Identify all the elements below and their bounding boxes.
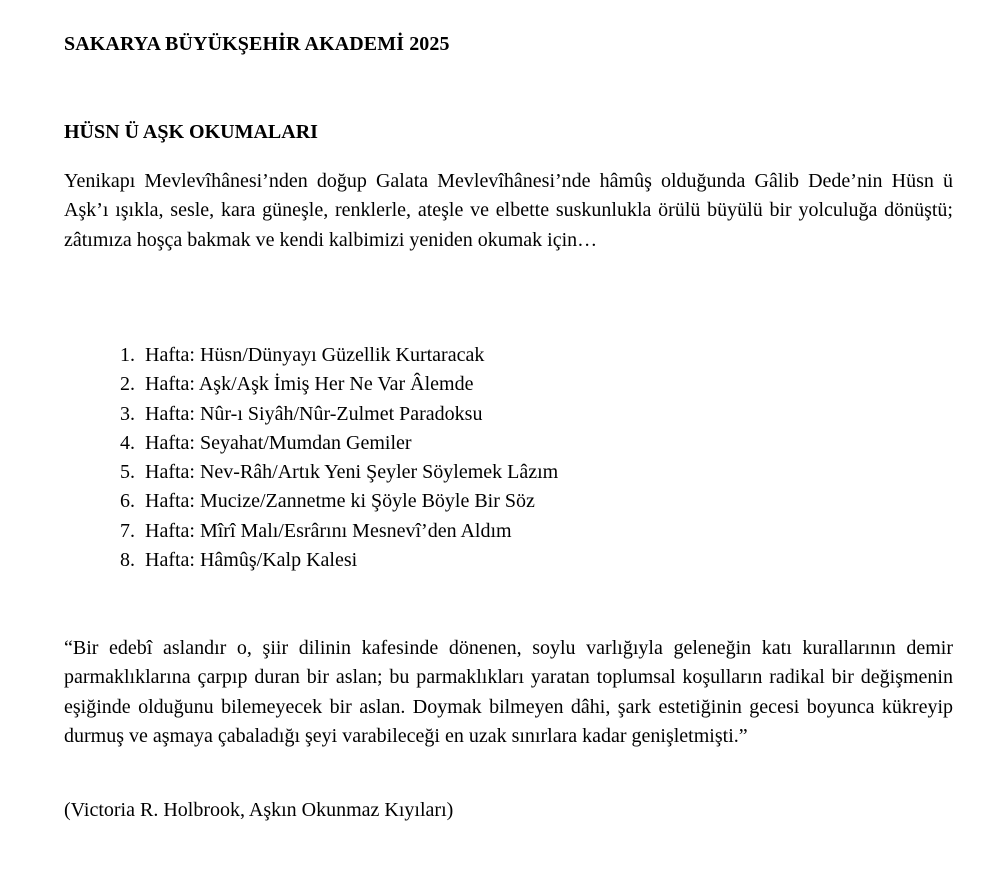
list-item (64, 546, 558, 575)
list-item (64, 429, 558, 458)
weekly-program-list (64, 341, 558, 575)
list-item-number: 6. (120, 490, 135, 513)
section-heading: HÜSN Ü AŞK OKUMALARI (64, 121, 318, 143)
list-item-number: 4. (120, 431, 135, 454)
list-item-number: 5. (120, 461, 135, 484)
list-item-text: Hafta: Aşk/Aşk İmiş Her Ne Var Âlemde (135, 373, 474, 396)
intro-paragraph: Yenikapı Mevlevîhânesi’nden doğup Galata Mevlevîhânesi’nde hâmûş olduğunda Gâlib Dede’nin Hüsn ü Aşk’ı ışıkla, sesle, kara güneşle, renklerle, ateşle ve elbette suskunlukla örülü büyülü bir yolculuğa dönüştü; zâtımıza hoşça bakmak ve kendi kalbimizi yeniden okumak için… (64, 170, 953, 251)
list-item (64, 517, 558, 546)
list-item-text: Hafta: Mîrî Malı/Esrârını Mesnevî’den Aldım (135, 519, 512, 542)
list-item-number: 3. (120, 402, 135, 425)
list-item-text: Hafta: Hâmûş/Kalp Kalesi (135, 549, 358, 572)
list-item-number: 7. (120, 519, 135, 542)
organization-title: SAKARYA BÜYÜKŞEHİR AKADEMİ 2025 (64, 33, 450, 55)
list-item-text: Hafta: Seyahat/Mumdan Gemiler (135, 431, 412, 454)
list-item (64, 370, 558, 399)
list-item (64, 341, 558, 370)
quote-paragraph: “Bir edebî aslandır o, şiir dilinin kafesinde dönenen, soylu varlığıyla geleneğin katı kurallarının demir parmaklıklarına çarpıp duran bir aslan; bu parmaklıkları yaratan toplumsal koşulların radikal bir değişmenin eşiğinde olduğunu bilemeyecek bir aslan. Doymak bilmeyen dâhi, şark estetiğinin gecesi boyunca kükreyip durmuş ve aşmaya çabaladığı şeyi varabileceği en uzak sınırlara kadar genişletmişti.” (64, 637, 953, 747)
list-item-number: 2. (120, 373, 135, 396)
list-item-text: Hafta: Nev-Râh/Artık Yeni Şeyler Söylemek Lâzım (135, 461, 559, 484)
list-item (64, 487, 558, 516)
quote-citation: (Victoria R. Holbrook, Aşkın Okunmaz Kıyıları) (64, 799, 454, 821)
list-item-text: Hafta: Hüsn/Dünyayı Güzellik Kurtaracak (135, 344, 485, 366)
list-item (64, 458, 558, 487)
list-item-text: Hafta: Mucize/Zannetme ki Şöyle Böyle Bir Söz (135, 490, 535, 513)
list-item-number: 8. (120, 549, 135, 572)
list-item-text: Hafta: Nûr-ı Siyâh/Nûr-Zulmet Paradoksu (135, 402, 483, 425)
list-item-number: 1. (120, 344, 135, 366)
list-item (64, 400, 558, 429)
